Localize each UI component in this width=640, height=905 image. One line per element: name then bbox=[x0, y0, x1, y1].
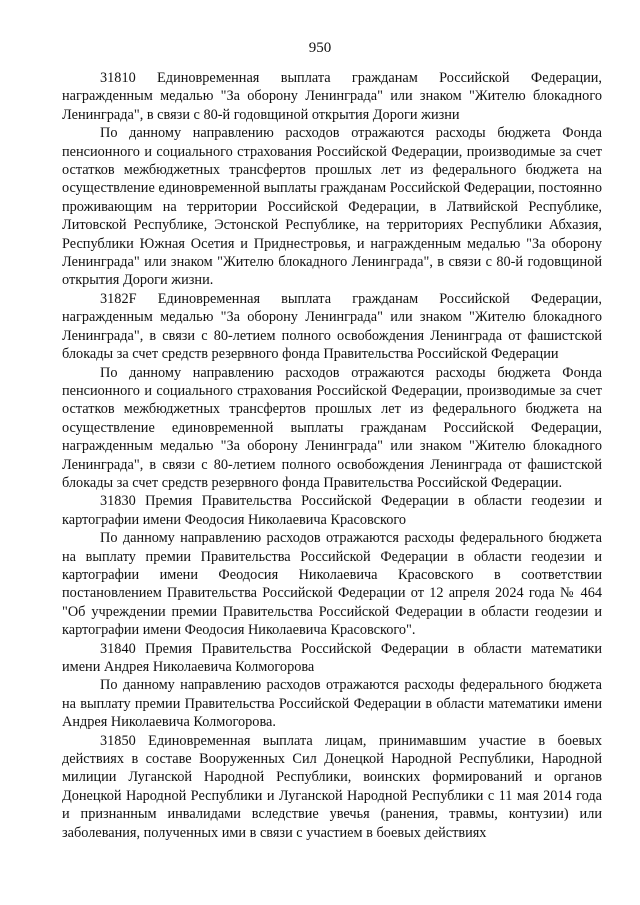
section-description-31840: По данному направлению расходов отражаются расходы федерального бюджета на выплату премии Правительства Российской Федерации в области математики имени Андрея Николаевича Колмогорова. bbox=[62, 677, 602, 731]
document-body bbox=[62, 69, 602, 842]
section-heading-31840: 31840 Премия Правительства Российской Федерации в области математики имени Андрея Николаевича Колмогорова bbox=[62, 640, 602, 675]
page-number: 950 bbox=[308, 40, 332, 56]
section-heading-31810: 31810 Единовременная выплата гражданам Российской Федерации, награжденным медалью "За оборону Ленинграда" или знаком "Жителю блокадного Ленинграда", в связи с 80-й годовщиной открытия Дороги жизни bbox=[62, 70, 602, 123]
section-heading-3182F: 3182F Единовременная выплата гражданам Российской Федерации, награжденным медалью "За оборону Ленинграда" или знаком "Жителю блокадного Ленинграда", в связи с 80-летием полного освобождения Ленинграда от фашистской блокады за счет средств резервного фонда Правительства Российской Федерации bbox=[62, 290, 602, 363]
section-heading-31850: 31850 Единовременная выплата лицам, принимавшим участие в боевых действиях в составе Вооруженных Сил Донецкой Народной Республики, Народной милиции Луганской Народной Республики, воинских формирований и органов Донецкой Народной Республики и Луганской Народной Республики с 11 мая 2014 года и признанным инвалидами вследствие увечья (ранения, травмы, контузии) или заболевания, полученных ими в связи с участием в боевых действиях bbox=[62, 732, 602, 841]
section-heading-31830: 31830 Премия Правительства Российской Федерации в области геодезии и картографии имени Феодосия Николаевича Красовского bbox=[62, 493, 602, 528]
section-description-3182F: По данному направлению расходов отражаются расходы бюджета Фонда пенсионного и социального страхования Российской Федерации, производимые за счет остатков межбюджетных трансфертов прошлых лет из федерального бюджета на осуществление единовременной выплаты гражданам Российской Федерации, награжденным медалью "За оборону Ленинграда" или знаком "Жителю блокадного Ленинграда", в связи с 80-летием полного освобождения Ленинграда от фашистской блокады за счет средств резервного фонда Правительства Российской Федерации. bbox=[62, 364, 602, 491]
section-description-31830: По данному направлению расходов отражаются расходы федерального бюджета на выплату премии Правительства Российской Федерации в области геодезии и картографии имени Феодосия Николаевича Красовского в соответствии постановлением Правительства Российской Федерации от 12 апреля 2024 года № 464 "Об учреждении премии Правительства Российской Федерации в области геодезии и картографии имени Феодосия Николаевича Красовского". bbox=[62, 530, 602, 639]
section-description-31810: По данному направлению расходов отражаются расходы бюджета Фонда пенсионного и социального страхования Российской Федерации, производимые за счет остатков межбюджетных трансфертов прошлых лет из федерального бюджета на осуществление единовременной выплаты гражданам Российской Федерации, постоянно проживающим на территории Российской Федерации, в Латвийской Республике, Литовской Республике, Эстонской Республике, на территориях Республики Абхазия, Республики Южная Осетия и Приднестровья, и награжденным медалью "За оборону Ленинграда" или знаком "Жителю блокадного Ленинграда", в связи с 80-й годовщиной открытия Дороги жизни. bbox=[62, 125, 602, 289]
